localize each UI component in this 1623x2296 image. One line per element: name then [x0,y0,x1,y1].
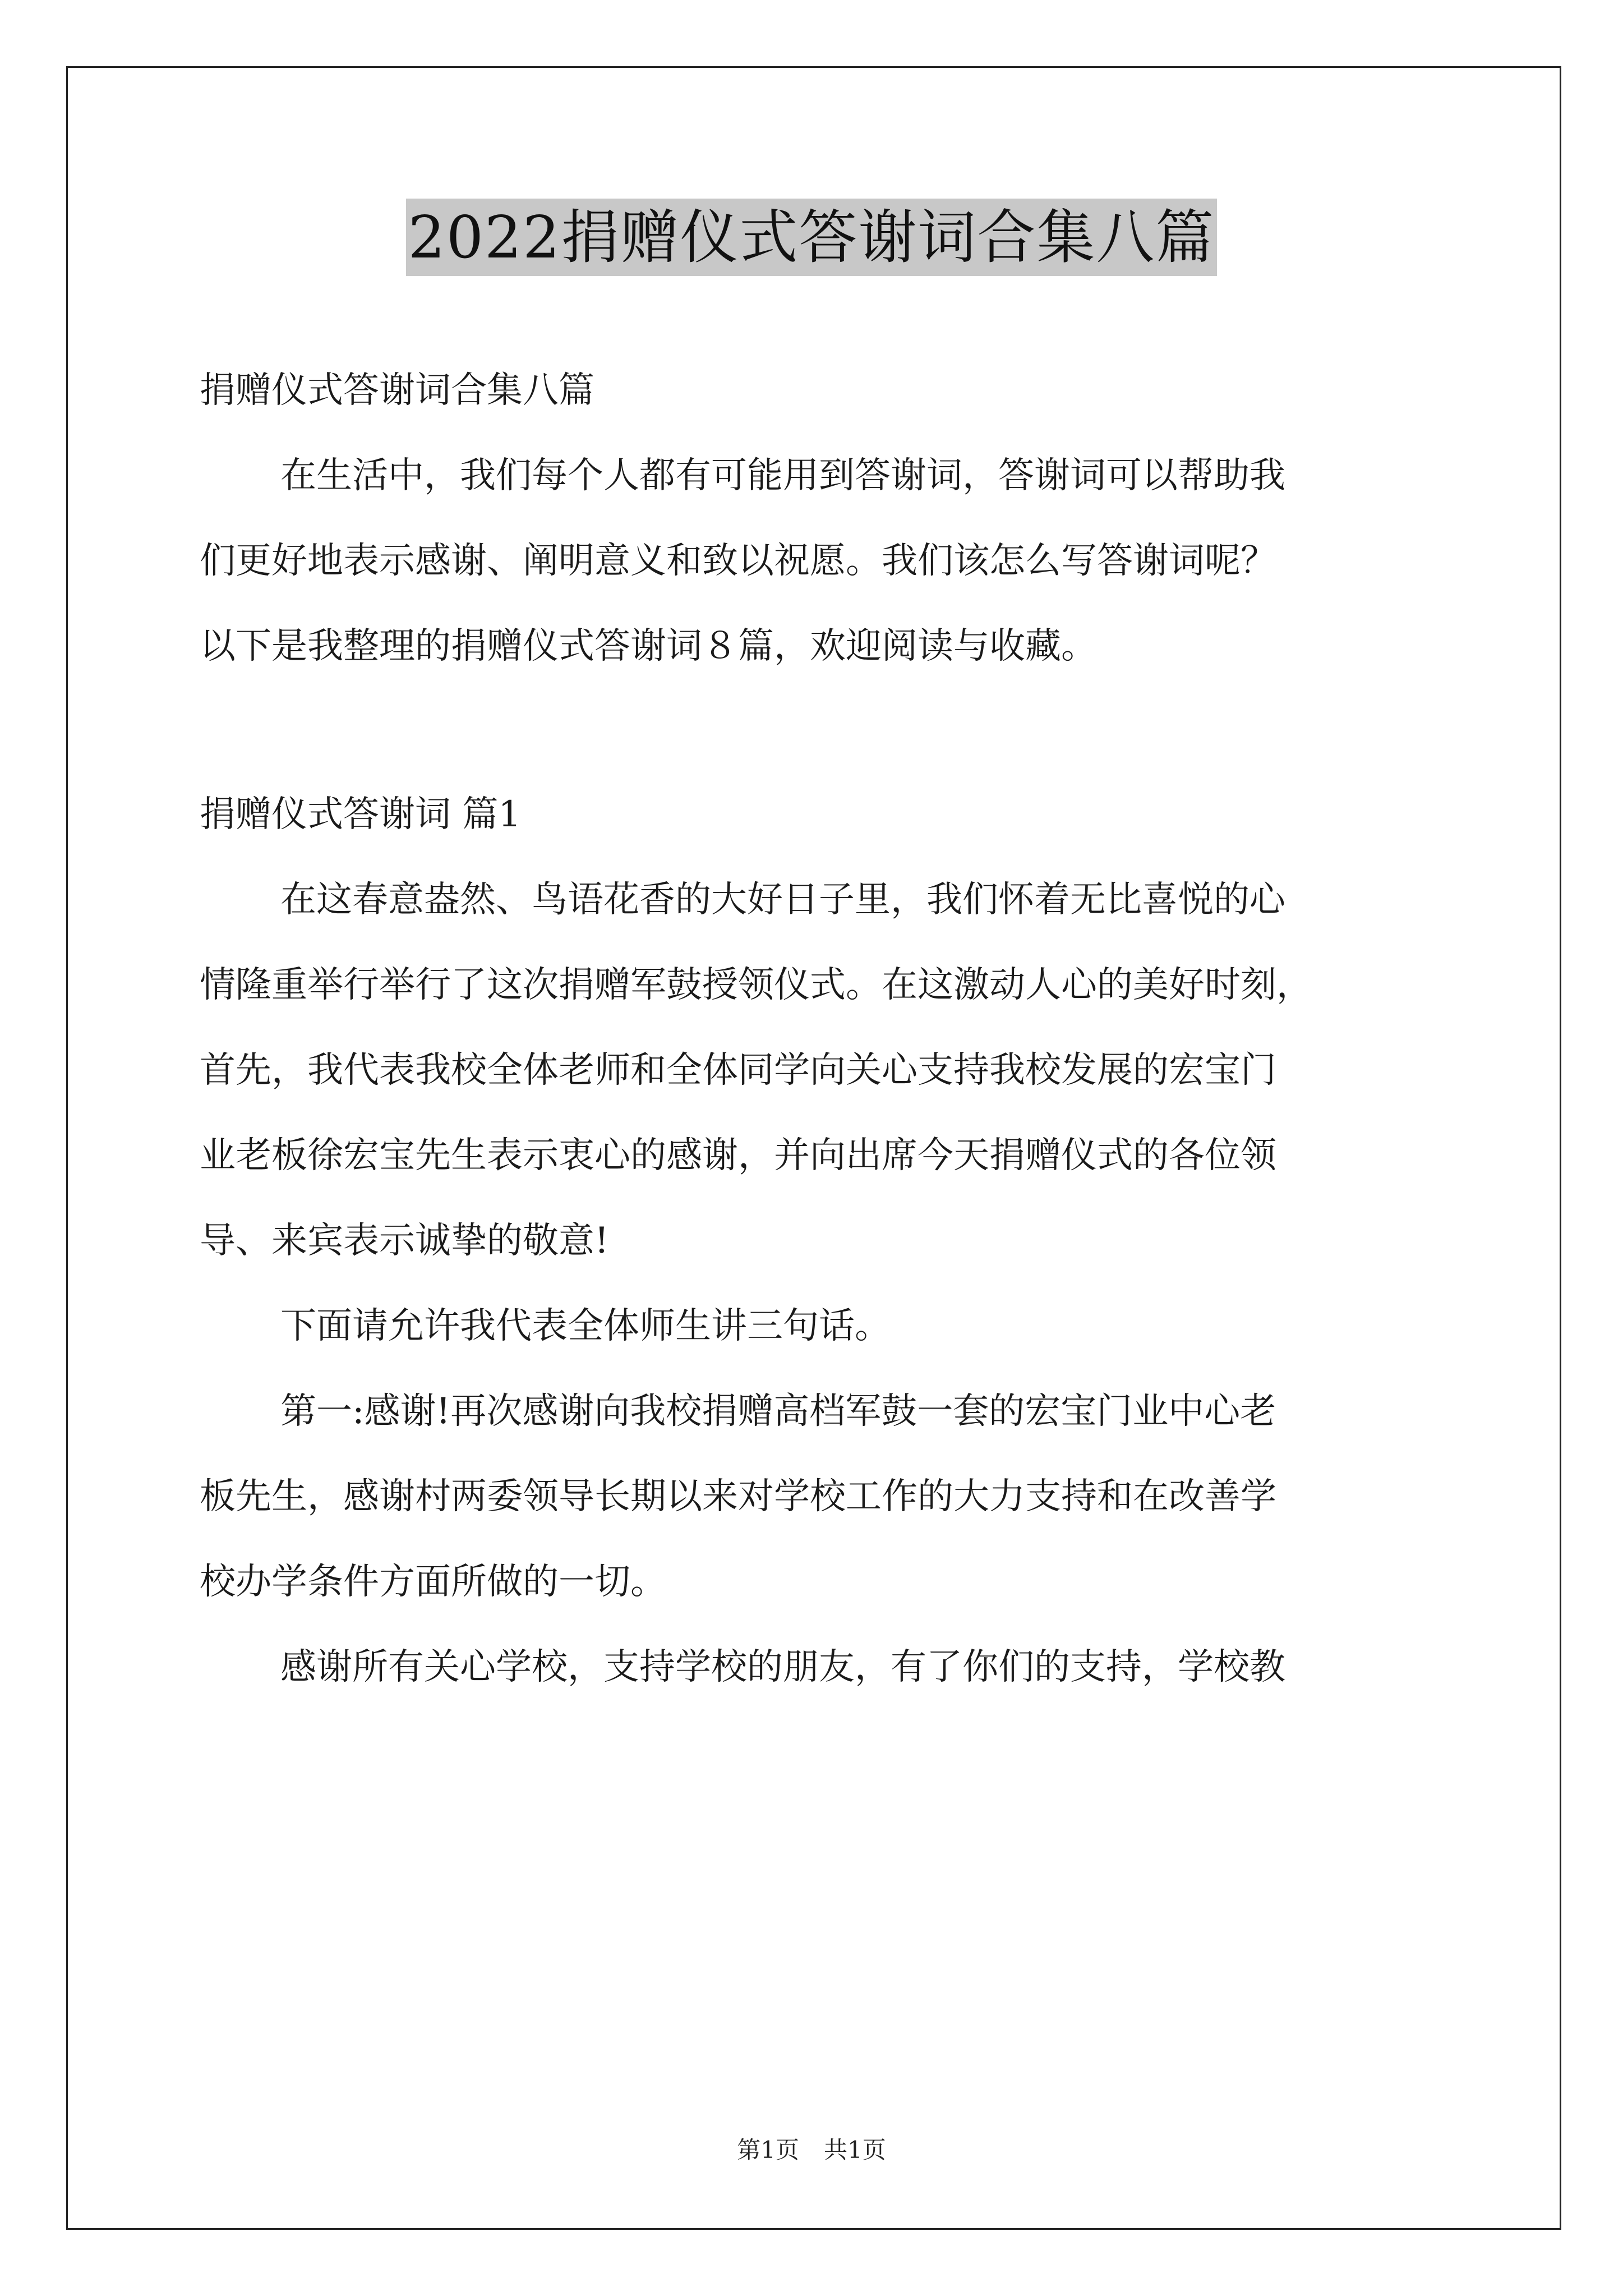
document-subtitle: 捐赠仪式答谢词合集八篇 [200,370,594,411]
body-line: 业老板徐宏宝先生表示衷心的感谢，并向出席今天捐赠仪式的各位领 [200,1135,1276,1176]
intro-line: 在生活中，我们每个人都有可能用到答谢词，答谢词可以帮助我 [280,455,1285,496]
body-line: 情隆重举行举行了这次捐赠军鼓授领仪式。在这激动人心的美好时刻， [200,964,1312,1006]
section-body [200,857,1433,1710]
body-line: 在这春意盎然、鸟语花香的大好日子里，我们怀着无比喜悦的心 [280,879,1285,921]
body-line: 首先，我代表我校全体老师和全体同学向关心支持我校发展的宏宝门 [200,1050,1276,1091]
page-footer [0,2134,1623,2166]
body-line: 感谢所有关心学校，支持学校的朋友，有了你们的支持，学校教 [280,1646,1285,1688]
body-line: 板先生，感谢村两委领导长期以来对学校工作的大力支持和在改善学 [200,1476,1276,1517]
body-line: 第一:感谢!再次感谢向我校捐赠高档军鼓一套的宏宝门业中心老 [280,1391,1276,1432]
intro-line: 们更好地表示感谢、阐明意义和致以祝愿。我们该怎么写答谢词呢？ [200,540,1276,582]
document-body [200,348,1433,1710]
title-container [0,199,1623,276]
page-total: 共1页 [824,2136,886,2164]
body-line: 导、来宾表示诚挚的敬意! [200,1220,609,1262]
page-number: 第1页 [737,2136,799,2164]
body-line: 校办学条件方面所做的一切。 [200,1561,666,1603]
section-heading: 捐赠仪式答谢词 篇1 [200,794,522,835]
body-line: 下面请允许我代表全体师生讲三句话。 [280,1305,891,1347]
document-title: 2022捐赠仪式答谢词合集八篇 [406,199,1218,276]
intro-line: 以下是我整理的捐赠仪式答谢词８篇，欢迎阅读与收藏。 [200,625,1097,667]
